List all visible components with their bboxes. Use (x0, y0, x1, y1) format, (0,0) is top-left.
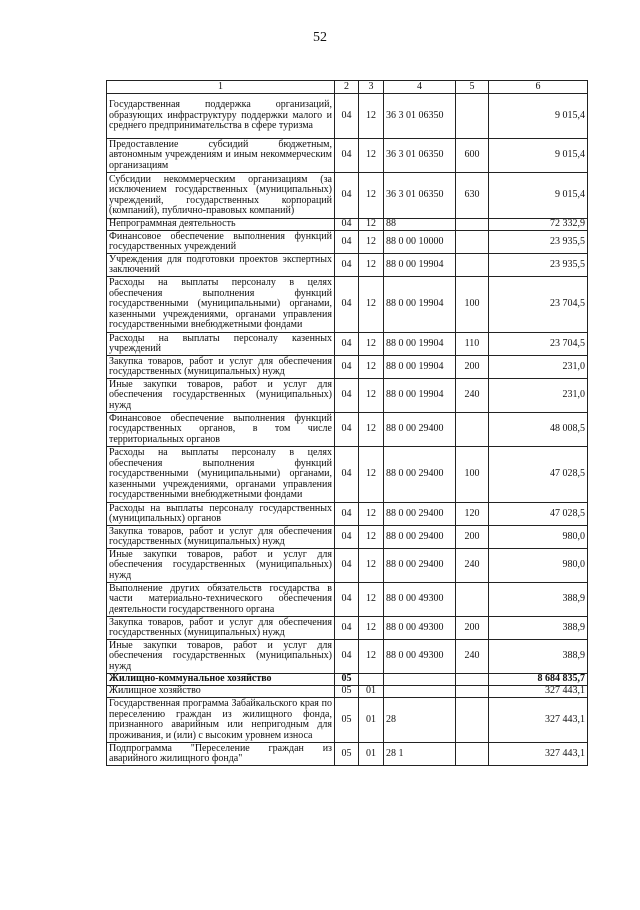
cell-amount: 980,0 (489, 549, 588, 583)
table-row (107, 356, 588, 379)
cell-amount: 980,0 (489, 526, 588, 549)
cell-target-article: 28 (384, 698, 456, 743)
cell-section: 04 (335, 254, 359, 277)
table-row (107, 549, 588, 583)
cell-amount: 327 443,1 (489, 686, 588, 698)
cell-amount: 47 028,5 (489, 503, 588, 526)
cell-name: Иные закупки товаров, работ и услуг для обеспечения государственных (муниципальных) нужд (107, 549, 335, 583)
cell-section: 04 (335, 379, 359, 413)
cell-amount: 47 028,5 (489, 447, 588, 503)
cell-target-article: 88 0 00 49300 (384, 617, 456, 640)
cell-expense-type (456, 698, 489, 743)
cell-expense-type (456, 413, 489, 447)
cell-subsection: 12 (359, 139, 384, 173)
cell-expense-type (456, 254, 489, 277)
table-row (107, 379, 588, 413)
table-row (107, 231, 588, 254)
cell-name: Закупка товаров, работ и услуг для обеспечения государственных (муниципальных) нужд (107, 526, 335, 549)
cell-section: 05 (335, 686, 359, 698)
cell-section: 04 (335, 231, 359, 254)
cell-expense-type: 600 (456, 139, 489, 173)
cell-expense-type: 630 (456, 173, 489, 219)
cell-subsection: 12 (359, 94, 384, 139)
cell-section: 04 (335, 277, 359, 333)
cell-name: Субсидии некоммерческим организациям (за исключением государственных (муниципальных) учреждений, государственных корпораций (компаний), публично-правовых компаний) (107, 173, 335, 219)
table-row (107, 503, 588, 526)
cell-section: 04 (335, 583, 359, 617)
cell-amount: 8 684 835,7 (489, 674, 588, 686)
cell-name: Расходы на выплаты персоналу в целях обеспечения выполнения функций государственными (муниципальными) органами, казенными учреждениями, органами управления государственными внебюджетными фондами (107, 277, 335, 333)
header-col-2: 2 (335, 81, 359, 94)
table-row (107, 617, 588, 640)
table-row (107, 447, 588, 503)
cell-subsection: 12 (359, 549, 384, 583)
cell-target-article (384, 686, 456, 698)
cell-target-article: 88 0 00 19904 (384, 379, 456, 413)
cell-expense-type (456, 231, 489, 254)
table-row (107, 674, 588, 686)
cell-subsection: 12 (359, 503, 384, 526)
cell-target-article: 88 (384, 219, 456, 231)
cell-subsection: 12 (359, 219, 384, 231)
cell-section: 04 (335, 549, 359, 583)
cell-amount: 388,9 (489, 640, 588, 674)
table-row (107, 333, 588, 356)
cell-expense-type: 200 (456, 356, 489, 379)
cell-name: Подпрограмма "Переселение граждан из аварийного жилищного фонда" (107, 743, 335, 766)
cell-subsection: 12 (359, 333, 384, 356)
cell-expense-type (456, 686, 489, 698)
header-col-1: 1 (107, 81, 335, 94)
table-row (107, 139, 588, 173)
table-row (107, 698, 588, 743)
cell-name: Непрограммная деятельность (107, 219, 335, 231)
cell-subsection (359, 674, 384, 686)
cell-expense-type (456, 743, 489, 766)
cell-name: Расходы на выплаты персоналу в целях обеспечения выполнения функций государственными (муниципальными) органами, казенными учреждениями, органами управления государственными внебюджетными фондами (107, 447, 335, 503)
cell-section: 05 (335, 674, 359, 686)
cell-subsection: 12 (359, 447, 384, 503)
cell-section: 04 (335, 617, 359, 640)
cell-section: 04 (335, 219, 359, 231)
cell-section: 04 (335, 173, 359, 219)
cell-expense-type: 120 (456, 503, 489, 526)
cell-expense-type: 200 (456, 526, 489, 549)
cell-name: Иные закупки товаров, работ и услуг для обеспечения государственных (муниципальных) нужд (107, 640, 335, 674)
cell-section: 04 (335, 413, 359, 447)
cell-name: Государственная поддержка организаций, образующих инфраструктуру поддержки малого и среднего предпринимательства в сфере туризма (107, 94, 335, 139)
cell-subsection: 12 (359, 526, 384, 549)
table-row (107, 640, 588, 674)
cell-name: Предоставление субсидий бюджетным, автономным учреждениям и иным некоммерческим организациям (107, 139, 335, 173)
cell-target-article: 36 3 01 06350 (384, 139, 456, 173)
cell-target-article: 88 0 00 29400 (384, 549, 456, 583)
cell-target-article: 88 0 00 19904 (384, 277, 456, 333)
cell-section: 04 (335, 640, 359, 674)
cell-subsection: 12 (359, 379, 384, 413)
header-col-5: 5 (456, 81, 489, 94)
cell-amount: 9 015,4 (489, 173, 588, 219)
cell-name: Финансовое обеспечение выполнения функций государственных органов, в том числе территориальных органов (107, 413, 335, 447)
cell-name: Расходы на выплаты персоналу казенных учреждений (107, 333, 335, 356)
cell-amount: 23 935,5 (489, 254, 588, 277)
cell-amount: 388,9 (489, 583, 588, 617)
cell-section: 04 (335, 139, 359, 173)
cell-subsection: 12 (359, 173, 384, 219)
cell-subsection: 12 (359, 356, 384, 379)
cell-expense-type (456, 94, 489, 139)
cell-section: 05 (335, 743, 359, 766)
budget-table (106, 80, 588, 766)
cell-subsection: 12 (359, 254, 384, 277)
table-row (107, 526, 588, 549)
cell-amount: 23 935,5 (489, 231, 588, 254)
cell-subsection: 12 (359, 617, 384, 640)
table-row (107, 94, 588, 139)
cell-amount: 23 704,5 (489, 277, 588, 333)
cell-section: 05 (335, 698, 359, 743)
table-row (107, 277, 588, 333)
cell-section: 04 (335, 447, 359, 503)
cell-name: Выполнение других обязательств государства в части материально-технического обеспечения деятельности государственного органа (107, 583, 335, 617)
cell-name: Закупка товаров, работ и услуг для обеспечения государственных (муниципальных) нужд (107, 356, 335, 379)
cell-section: 04 (335, 356, 359, 379)
table-row (107, 686, 588, 698)
cell-section: 04 (335, 503, 359, 526)
cell-target-article: 36 3 01 06350 (384, 94, 456, 139)
cell-subsection: 01 (359, 686, 384, 698)
cell-subsection: 12 (359, 583, 384, 617)
cell-target-article: 88 0 00 49300 (384, 640, 456, 674)
table-row (107, 413, 588, 447)
cell-subsection: 12 (359, 277, 384, 333)
cell-name: Государственная программа Забайкальского края по переселению граждан из жилищного фонда, признанного аварийным или непригодным для проживания, и (или) с высоким уровнем износа (107, 698, 335, 743)
table-row (107, 173, 588, 219)
cell-expense-type: 200 (456, 617, 489, 640)
cell-amount: 231,0 (489, 356, 588, 379)
cell-target-article: 88 0 00 49300 (384, 583, 456, 617)
cell-amount: 9 015,4 (489, 139, 588, 173)
cell-name: Закупка товаров, работ и услуг для обеспечения государственных (муниципальных) нужд (107, 617, 335, 640)
cell-name: Финансовое обеспечение выполнения функций государственных учреждений (107, 231, 335, 254)
cell-section: 04 (335, 333, 359, 356)
cell-expense-type: 100 (456, 447, 489, 503)
cell-target-article: 88 0 00 19904 (384, 254, 456, 277)
table-row (107, 254, 588, 277)
cell-subsection: 12 (359, 640, 384, 674)
cell-subsection: 12 (359, 231, 384, 254)
page-number: 52 (313, 30, 327, 45)
cell-section: 04 (335, 526, 359, 549)
cell-expense-type: 240 (456, 549, 489, 583)
cell-expense-type (456, 583, 489, 617)
cell-name: Учреждения для подготовки проектов экспертных заключений (107, 254, 335, 277)
cell-target-article: 36 3 01 06350 (384, 173, 456, 219)
header-col-3: 3 (359, 81, 384, 94)
header-col-4: 4 (384, 81, 456, 94)
cell-target-article: 88 0 00 10000 (384, 231, 456, 254)
cell-subsection: 12 (359, 413, 384, 447)
cell-target-article (384, 674, 456, 686)
cell-target-article: 88 0 00 19904 (384, 333, 456, 356)
cell-name: Расходы на выплаты персоналу государственных (муниципальных) органов (107, 503, 335, 526)
cell-amount: 23 704,5 (489, 333, 588, 356)
table-row (107, 583, 588, 617)
cell-expense-type: 240 (456, 379, 489, 413)
table-row (107, 219, 588, 231)
cell-expense-type: 110 (456, 333, 489, 356)
header-row (107, 81, 588, 94)
cell-amount: 388,9 (489, 617, 588, 640)
cell-target-article: 88 0 00 29400 (384, 503, 456, 526)
header-col-6: 6 (489, 81, 588, 94)
cell-name: Жилищно-коммунальное хозяйство (107, 674, 335, 686)
cell-section: 04 (335, 94, 359, 139)
cell-amount: 9 015,4 (489, 94, 588, 139)
cell-amount: 231,0 (489, 379, 588, 413)
cell-expense-type: 240 (456, 640, 489, 674)
cell-amount: 48 008,5 (489, 413, 588, 447)
cell-subsection: 01 (359, 743, 384, 766)
cell-amount: 327 443,1 (489, 743, 588, 766)
cell-amount: 72 332,9 (489, 219, 588, 231)
cell-expense-type (456, 219, 489, 231)
table-row (107, 743, 588, 766)
cell-subsection: 01 (359, 698, 384, 743)
cell-target-article: 28 1 (384, 743, 456, 766)
cell-expense-type (456, 674, 489, 686)
cell-target-article: 88 0 00 29400 (384, 447, 456, 503)
cell-target-article: 88 0 00 29400 (384, 413, 456, 447)
cell-expense-type: 100 (456, 277, 489, 333)
cell-name: Жилищное хозяйство (107, 686, 335, 698)
cell-target-article: 88 0 00 29400 (384, 526, 456, 549)
cell-name: Иные закупки товаров, работ и услуг для обеспечения государственных (муниципальных) нужд (107, 379, 335, 413)
cell-target-article: 88 0 00 19904 (384, 356, 456, 379)
cell-amount: 327 443,1 (489, 698, 588, 743)
